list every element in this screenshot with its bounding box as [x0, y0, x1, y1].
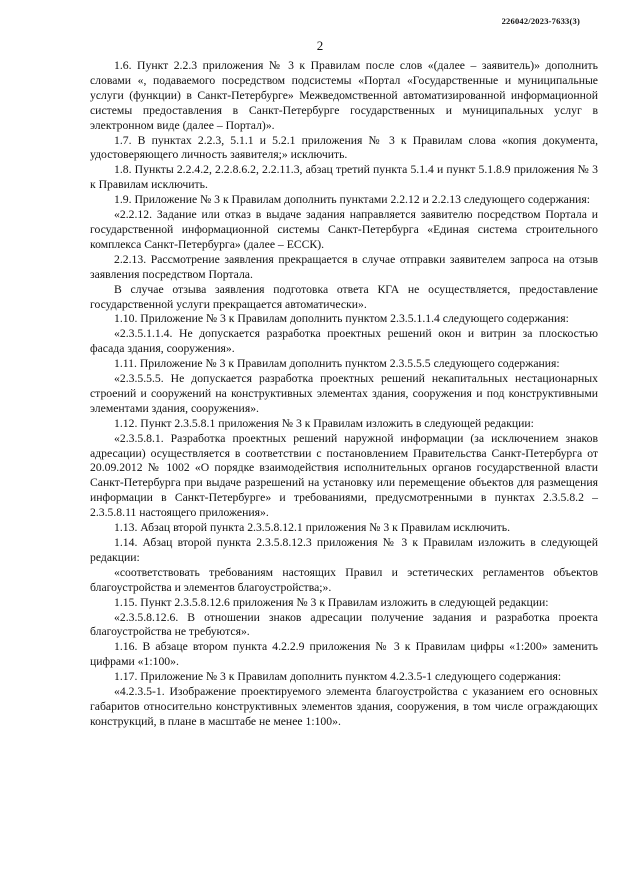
paragraph-2-3-5-8-1: «2.3.5.8.1. Разработка проектных решений наружной информации (за исключением знаков адресации) осуществляется в соответствии с постановлением Правительства Санкт-Петербурга от 20.09.2012 № 1002 «О порядке взаимодействия исполнительных органов государственной власти Санкт-Петербурга при выдаче разрешений на установку или перемещение объектов для размещения информации в Санкт-Петербурге» и требованиями, предусмотренными в пунктах 2.3.5.8.2 – 2.3.5.8.11 настоящего приложения».	[90, 431, 598, 520]
paragraph-1-14: 1.14. Абзац второй пункта 2.3.5.8.12.3 приложения № 3 к Правилам изложить в следующей редакции:	[90, 536, 598, 564]
document-number: 226042/2023-7633(3)	[501, 16, 580, 26]
paragraph-1-10: 1.10. Приложение № 3 к Правилам дополнить пунктом 2.3.5.1.1.4 следующего содержания:	[114, 312, 569, 326]
paragraph-2-2-13: 2.2.13. Рассмотрение заявления прекращается в случае отправки заявителем запроса на отзыв заявления посредством Портала.	[90, 252, 598, 281]
paragraph-2-2-12: «2.2.12. Задание или отказ в выдаче задания направляется заявителю посредством Портала и государственной информационной системы Санкт-Петербурга «Единая система строительного комплекса Санкт-Петербурга» (далее – ЕССК).	[90, 208, 598, 251]
page-number: 2	[316, 38, 324, 53]
paragraph-1-17: 1.17. Приложение № 3 к Правилам дополнить пунктом 4.2.3.5-1 следующего содержания:	[114, 670, 562, 684]
paragraph-2-3-5-1-1-4: «2.3.5.1.1.4. Не допускается разработка проектных решений окон и витрин за плоскостью фасада здания, сооружения».	[90, 327, 598, 356]
paragraph-1-11: 1.11. Приложение № 3 к Правилам дополнить пунктом 2.3.5.5.5 следующего содержания:	[114, 357, 560, 371]
paragraph-withdrawal: В случае отзыва заявления подготовка ответа КГА не осуществляется, предоставление государственной услуги прекращается автоматически».	[90, 282, 598, 311]
paragraph-1-15: 1.15. Пункт 2.3.5.8.12.6 приложения № 3 к Правилам изложить в следующей редакции:	[114, 595, 549, 609]
paragraph-1-7: 1.7. В пунктах 2.2.3, 5.1.1 и 5.2.1 приложения № 3 к Правилам слова «копия документа, удостоверяющего личность заявителя;» исключить.	[90, 133, 598, 162]
paragraph-compliance: «соответствовать требованиям настоящих Правил и эстетических регламентов объектов благоустройства и элементов благоустройства;».	[90, 565, 598, 594]
paragraph-1-8: 1.8. Пункты 2.2.4.2, 2.2.8.6.2, 2.2.11.3, абзац третий пункта 5.1.4 и пункт 5.1.8.9 приложения № 3 к Правилам исключить.	[90, 163, 598, 192]
paragraph-4-2-3-5-1: «4.2.3.5-1. Изображение проектируемого элемента благоустройства с указанием его основных габаритов относительно конструктивных элементов здания, сооружения, в том числе ограждающих конструкций, в плане в масштабе не менее 1:100».	[90, 685, 598, 728]
paragraph-1-13: 1.13. Абзац второй пункта 2.3.5.8.12.1 приложения № 3 к Правилам исключить.	[114, 521, 511, 535]
paragraph-1-9: 1.9. Приложение № 3 к Правилам дополнить пунктами 2.2.12 и 2.2.13 следующего содержания:	[114, 193, 591, 207]
paragraph-1-12: 1.12. Пункт 2.3.5.8.1 приложения № 3 к Правилам изложить в следующей редакции:	[114, 416, 534, 430]
paragraph-1-6: 1.6. Пункт 2.2.3 приложения № 3 к Правилам после слов «(далее – заявитель)» дополнить словами «, подаваемого посредством подсистемы «Портал «Государственные и муниципальные услуги (функции) в Санкт-Петербурге» Межведомственной автоматизированной информационной системы предоставления в Санкт-Петербурге государственных и муниципальных услуг в электронном виде (далее – Портал)».	[90, 59, 598, 132]
paragraph-2-3-5-5-5: «2.3.5.5.5. Не допускается разработка проектных решений некапитальных нестационарных строений и сооружений на конструктивных элементах здания, сооружения и под конструктивными элементами здания, сооружения».	[90, 372, 598, 415]
document-body	[90, 59, 598, 730]
paragraph-2-3-5-8-12-6: «2.3.5.8.12.6. В отношении знаков адресации получение задания и разработка проекта благоустройства не требуются».	[90, 610, 598, 639]
paragraph-1-16: 1.16. В абзаце втором пункта 4.2.2.9 приложения № 3 к Правилам цифры «1:200» заменить цифрами «1:100».	[90, 640, 598, 669]
